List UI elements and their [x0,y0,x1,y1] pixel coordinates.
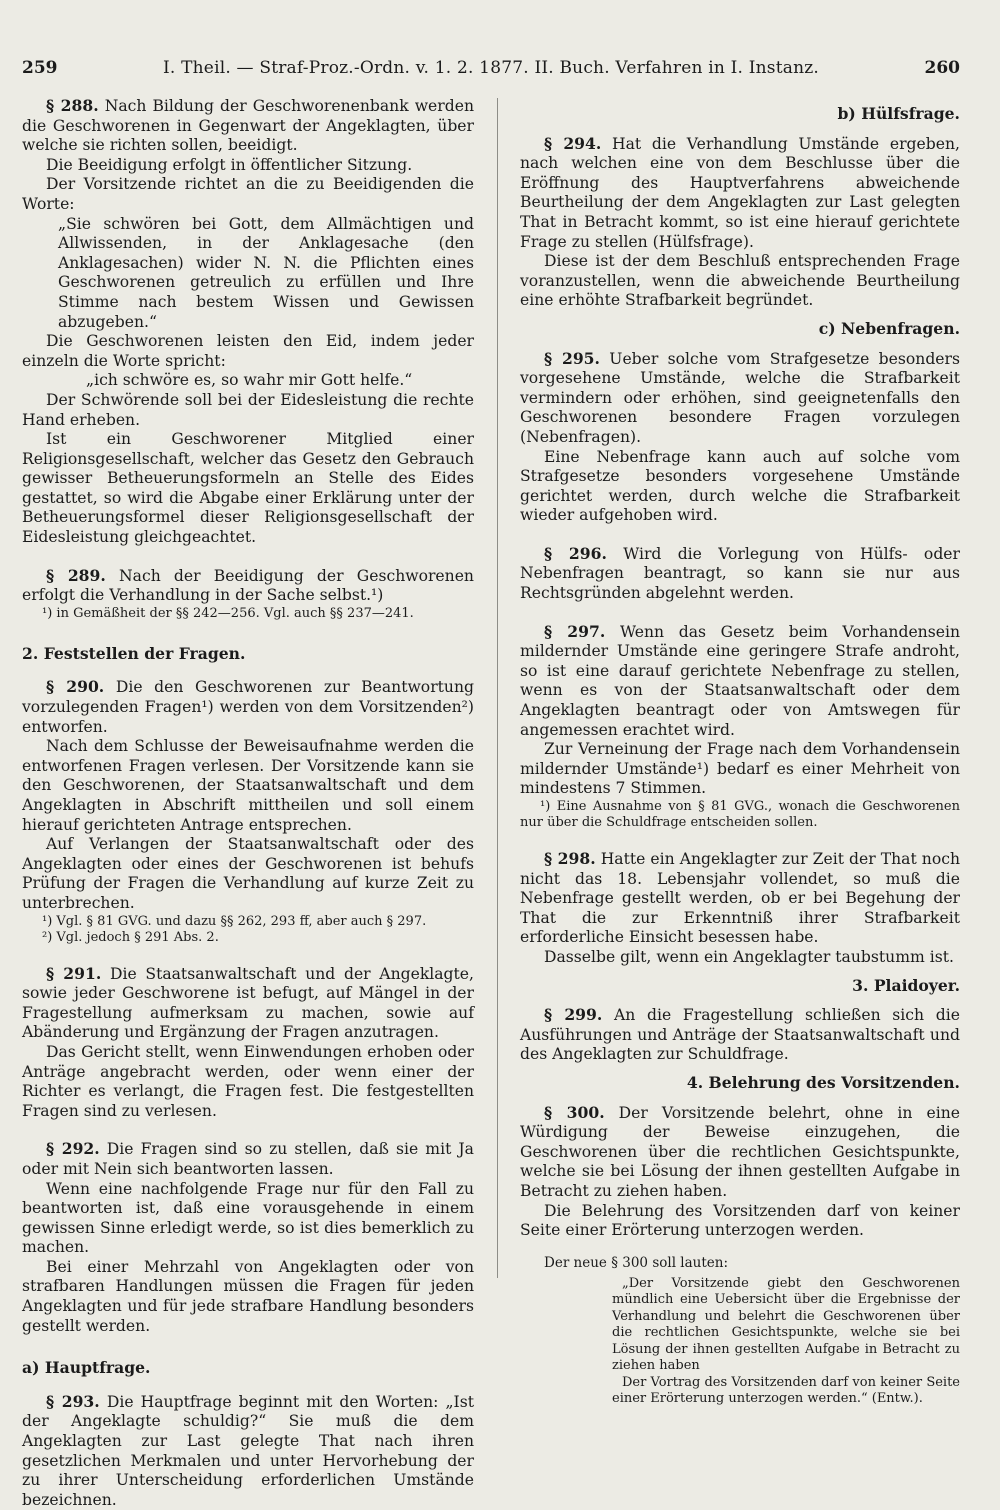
section-number: § 288. [46,96,99,115]
paragraph: Nach dem Schlusse der Beweisaufnahme werden die entworfenen Fragen verlesen. Der Vorsitzende kann sie den Geschworenen, der Staatsanwaltschaft und dem Angeklagten in Abschrift mittheilen und soll einem hierauf gerichteten Antrage entsprechen. [22,737,474,834]
paragraph-297 [520,622,960,741]
section-number: § 293. [46,1391,100,1411]
page-number-right: 260 [924,58,960,78]
section-text: Wird die Vorlegung von Hülfs- oder Nebenfragen beantragt, so kann sie nur aus Rechtsgründen abgelehnt werden. [520,544,960,603]
paragraph-294 [520,134,960,253]
paragraph-299 [520,1005,960,1065]
two-column-body [22,96,960,1509]
paragraph-290 [22,677,474,737]
paragraph-291 [22,964,474,1043]
section-text: An die Fragestellung schließen sich die Ausführungen und Anträge der Staatsanwaltschaft und des Angeklagten zur Schuldfrage. [520,1006,960,1064]
footnote: ¹) in Gemäßheit der §§ 242—256. Vgl. auch §§ 237—241. [42,605,414,621]
section-text: Ueber solche vom Strafgesetze besonders vorgesehene Umstände, welche die Strafbarkeit vermindern oder erhöhen, sind geeignetenfalls den Geschworenen besondere Fragen vorzulegen (Nebenfragen). [520,349,960,446]
left-column [22,96,474,1510]
paragraph: Ist ein Geschworener Mitglied einer Religionsgesellschaft, welcher das Gesetz den Gebrauch gewisser Betheuerungsformeln an Stelle des Eides gestattet, so wird die Abgabe einer Erklärung unter der Betheuerungsformel dieser Religionsgesellschaft der Eidesleistung gleichgeachtet. [22,430,474,547]
footnote: ²) Vgl. jedoch § 291 Abs. 2. [42,929,219,945]
section-text: Die Staatsanwaltschaft und der Angeklagte, sowie jeder Geschworene ist befugt, auf Mängel in der Fragestellung aufmerksam zu machen, sowie auf Abänderung und Ergänzung der Fragen anzutragen. [22,964,474,1042]
running-header [22,58,960,88]
footnote: ¹) Vgl. § 81 GVG. und dazu §§ 262, 293 ff, aber auch § 297. [42,913,427,929]
paragraph-288 [22,96,474,156]
running-title: I. Theil. — Straf-Proz.-Ordn. v. 1. 2. 1877. II. Buch. Verfahren in I. Instanz. [163,58,819,78]
paragraph-298 [520,849,960,948]
paragraph-289 [22,566,474,606]
column-divider [497,98,498,1278]
oath-response: „ich schwöre es, so wahr mir Gott helfe.“ [86,371,413,390]
section-text: Der Vorsitzende belehrt, ohne in eine Würdigung der Beweise einzugehen, die Geschworenen über die rechtlichen Gesichtspunkte, welche sie bei Lösung der ihnen gestellten Aufgabe in Betracht zu ziehen haben. [520,1103,960,1200]
section-number: § 300. [544,1102,605,1122]
section-number: § 294. [544,133,602,153]
oath-formula: „Sie schwören bei Gott, dem Allmächtigen und Allwissenden, in der Anklagesache (den Anklagesachen) wider N. N. die Pflichten eines Geschworenen getreulich zu erfüllen und Ihre Stimme nach bestem Wissen und Gewissen abzugeben.“ [58,214,474,331]
amendment-quote [612,1276,960,1408]
paragraph-300 [520,1103,960,1202]
paragraph: Die Beeidigung erfolgt in öffentlicher Sitzung. [46,155,413,174]
section-text: Hatte ein Angeklagter zur Zeit der That noch nicht das 18. Lebensjahr vollendet, so muß die Nebenfrage gestellt werden, ob er bei Begehung der That die zur Erkenntniß ihrer Strafbarkeit erforderliche Einsicht besessen habe. [520,850,960,947]
paragraph-293 [22,1392,474,1510]
section-number: § 295. [544,348,600,368]
heading-hauptfrage: a) Hauptfrage. [22,1358,151,1378]
section-text: Die Hauptfrage beginnt mit den Worten: „Ist der Angeklagte schuldig?“ Sie muß die dem Angeklagten zur Last gelegte That nach ihren gesetzlichen Merkmalen und unter Hervorhebung der zu ihrer Unterscheidung erforderlichen Umstände bezeichnen. [22,1392,474,1509]
section-text: Nach Bildung der Geschworenenbank werden die Geschworenen in Gegenwart der Angeklagten, über welche sie richten sollen, beeidigt. [22,97,474,155]
paragraph: Das Gericht stellt, wenn Einwendungen erhoben oder Anträge angebracht werden, oder wenn einer der Richter es verlangt, die Fragen fest. Die festgestellten Fragen sind zu verlesen. [22,1042,474,1120]
paragraph: Bei einer Mehrzahl von Angeklagten oder von strafbaren Handlungen müssen die Fragen für jeden Angeklagten und für jede strafbare Handlung besonders gestellt werden. [22,1257,474,1335]
paragraph: Zur Verneinung der Frage nach dem Vorhandensein mildernder Umstände¹) bedarf es einer Mehrheit von mindestens 7 Stimmen. [520,740,960,798]
section-number: § 298. [544,849,596,868]
heading-belehrung: 4. Belehrung des Vorsitzenden. [686,1072,960,1092]
heading-huelfsfrage: b) Hülfsfrage. [837,104,960,123]
section-number: § 290. [46,677,105,697]
paragraph: Die Geschworenen leisten den Eid, indem jeder einzeln die Worte spricht: [22,332,474,370]
paragraph: Die Belehrung des Vorsitzenden darf von keiner Seite einer Erörterung unterzogen werden. [520,1201,960,1240]
paragraph: Eine Nebenfrage kann auch auf solche vom Strafgesetze besonders vorgesehene Umstände gerichtet werden, durch welche die Strafbarkeit wieder aufgehoben wird. [520,447,960,525]
section-text: Die den Geschworenen zur Beantwortung vorzulegenden Fragen¹) werden von dem Vorsitzenden²) entworfen. [22,678,474,736]
paragraph: Der Vorsitzende richtet an die zu Beeidigenden die Worte: [22,175,474,213]
amendment-quote-text: „Der Vorsitzende giebt den Geschworenen mündlich eine Uebersicht über die Ergebnisse der Verhandlung und belehrt die Geschworenen über die rechtlichen Gesichtspunkte, welche sie bei Lösung der ihnen gestellten Aufgabe in Betracht zu ziehen haben [612,1275,960,1374]
amendment-note-intro: Der neue § 300 soll lauten: [544,1254,729,1271]
section-number: § 297. [544,621,606,641]
paragraph-292 [22,1139,474,1179]
section-text: Die Fragen sind so zu stellen, daß sie mit Ja oder mit Nein sich beantworten lassen. [22,1140,474,1178]
paragraph: Der Schwörende soll bei der Eidesleistung die rechte Hand erheben. [22,390,474,429]
heading-plaidoyer: 3. Plaidoyer. [852,975,960,995]
section-number: § 292. [46,1139,100,1159]
section-number: § 299. [544,1005,603,1025]
paragraph: Wenn eine nachfolgende Frage nur für den Fall zu beantworten ist, daß eine vorausgehende in einem gewissen Sinne erledigt werde, so ist dies bemerklich zu machen. [22,1179,474,1257]
heading-nebenfragen: c) Nebenfragen. [818,318,960,338]
right-column [520,96,960,1408]
section-text: Wenn das Gesetz beim Vorhandensein mildernder Umstände eine geringere Strafe androht, so ist eine darauf gerichtete Nebenfrage zu stellen, wenn es von der Staatsanwaltschaft oder dem Angeklagten beantragt oder von Amtswegen für angemessen erachtet wird. [520,622,960,739]
paragraph-295 [520,349,960,448]
section-text: Nach der Beeidigung der Geschworenen erfolgt die Verhandlung in der Sache selbst.¹) [22,566,474,605]
paragraph: Auf Verlangen der Staatsanwaltschaft oder des Angeklagten oder eines der Geschworenen ist behufs Prüfung der Fragen die Verhandlung auf kurze Zeit zu unterbrechen. [22,835,474,912]
paragraph: Dasselbe gilt, wenn ein Angeklagter taubstumm ist. [544,947,954,966]
heading-feststellen: 2. Feststellen der Fragen. [22,643,246,663]
page-number-left: 259 [22,58,58,78]
paragraph: Diese ist der dem Beschluß entsprechenden Frage voranzustellen, wenn die abweichende Beurtheilung eine erhöhte Strafbarkeit begründet. [520,252,960,310]
section-text: Hat die Verhandlung Umstände ergeben, nach welchen eine von dem Beschlusse über die Eröffnung des Hauptverfahrens abweichende Beurtheilung der dem Angeklagten zur Last gelegten That in Betracht kommt, so ist eine hierauf gerichtete Frage zu stellen (Hülfsfrage). [520,134,960,251]
section-number: § 289. [46,565,106,585]
footnote: ¹) Eine Ausnahme von § 81 GVG., wonach die Geschworenen nur über die Schuldfrage entscheiden sollen. [520,799,960,830]
paragraph-296 [520,544,960,604]
amendment-quote-text: Der Vortrag des Vorsitzenden darf von keiner Seite einer Erörterung unterzogen werden.“ (Entw.). [612,1374,960,1407]
section-number: § 296. [544,543,607,563]
section-number: § 291. [46,963,102,983]
